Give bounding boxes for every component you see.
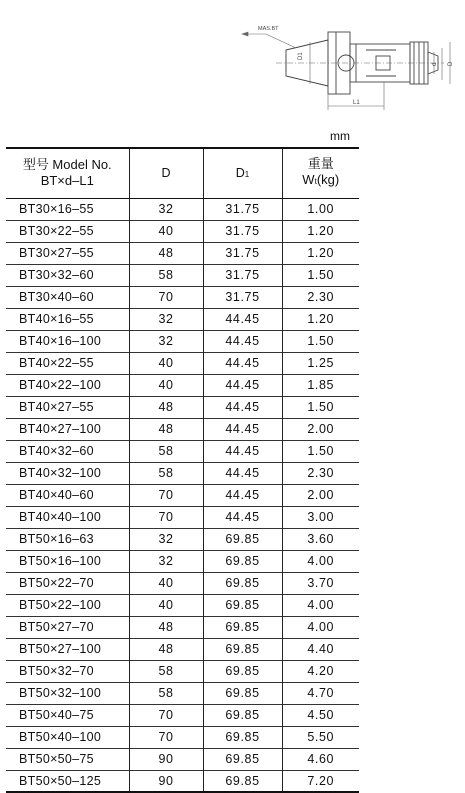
model-cell: BT50×16–100 bbox=[19, 553, 102, 568]
model-cell: BT50×22–100 bbox=[19, 597, 102, 612]
d-cell: 32 bbox=[129, 308, 203, 330]
table-row bbox=[6, 242, 359, 264]
weight-cell: 1.50 bbox=[282, 440, 359, 462]
d1-cell: 69.85 bbox=[203, 550, 282, 572]
d-cell: 32 bbox=[129, 198, 203, 220]
table-row bbox=[6, 462, 359, 484]
d1-cell: 69.85 bbox=[203, 528, 282, 550]
d1-cell: 31.75 bbox=[203, 220, 282, 242]
weight-cell: 2.00 bbox=[282, 484, 359, 506]
model-cell: BT40×16–55 bbox=[19, 311, 94, 326]
d-cell: 70 bbox=[129, 484, 203, 506]
model-cell: BT40×22–100 bbox=[19, 377, 102, 392]
model-cell: BT30×16–55 bbox=[19, 201, 94, 216]
table-row bbox=[6, 308, 359, 330]
table-row bbox=[6, 748, 359, 770]
model-cell: BT50×40–100 bbox=[19, 729, 102, 744]
model-cell: BT40×27–100 bbox=[19, 421, 102, 436]
d1-cell: 44.45 bbox=[203, 374, 282, 396]
d1-cell: 69.85 bbox=[203, 572, 282, 594]
d1-cell: 44.45 bbox=[203, 352, 282, 374]
header-model bbox=[6, 148, 129, 198]
header-D1-sub: 1 bbox=[244, 170, 250, 179]
header-weight-line1: 重量 bbox=[307, 156, 334, 172]
header-weight bbox=[282, 148, 359, 198]
d-cell: 58 bbox=[129, 660, 203, 682]
d1-cell: 69.85 bbox=[203, 660, 282, 682]
header-D1-main: D bbox=[235, 166, 245, 180]
model-cell: BT50×22–70 bbox=[19, 575, 94, 590]
model-cell: BT40×32–100 bbox=[19, 465, 102, 480]
table-row bbox=[6, 726, 359, 748]
model-cell: BT40×40–100 bbox=[19, 509, 102, 524]
table-row bbox=[6, 770, 359, 792]
table-row bbox=[6, 616, 359, 638]
table-row bbox=[6, 704, 359, 726]
d1-cell: 69.85 bbox=[203, 770, 282, 792]
unit-label: mm bbox=[330, 129, 350, 143]
d-cell: 58 bbox=[129, 264, 203, 286]
table-row bbox=[6, 528, 359, 550]
d1-cell: 44.45 bbox=[203, 330, 282, 352]
table-row bbox=[6, 374, 359, 396]
table-row bbox=[6, 594, 359, 616]
d-cell: 40 bbox=[129, 594, 203, 616]
d-cell: 32 bbox=[129, 528, 203, 550]
d-cell: 32 bbox=[129, 550, 203, 572]
header-weight-unit: (kg) bbox=[316, 172, 340, 188]
model-cell: BT30×32–60 bbox=[19, 267, 94, 282]
weight-cell: 4.40 bbox=[282, 638, 359, 660]
weight-cell: 1.20 bbox=[282, 308, 359, 330]
d-cell: 58 bbox=[129, 440, 203, 462]
header-weight-main: W bbox=[302, 172, 315, 188]
model-cell: BT40×32–60 bbox=[19, 443, 94, 458]
d-cell: 40 bbox=[129, 352, 203, 374]
d-cell: 70 bbox=[129, 506, 203, 528]
d1-cell: 69.85 bbox=[203, 638, 282, 660]
d1-cell: 69.85 bbox=[203, 704, 282, 726]
weight-cell: 4.70 bbox=[282, 682, 359, 704]
table-row bbox=[6, 352, 359, 374]
model-cell: BT30×27–55 bbox=[19, 245, 94, 260]
d1-cell: 44.45 bbox=[203, 396, 282, 418]
table-row bbox=[6, 638, 359, 660]
model-cell: BT30×22–55 bbox=[19, 223, 94, 238]
d1-cell: 31.75 bbox=[203, 264, 282, 286]
model-cell: BT30×40–60 bbox=[19, 289, 94, 304]
tool-holder-drawing bbox=[236, 14, 458, 120]
table-row bbox=[6, 572, 359, 594]
d-cell: 48 bbox=[129, 396, 203, 418]
d-cell: 70 bbox=[129, 704, 203, 726]
weight-cell: 1.50 bbox=[282, 396, 359, 418]
model-cell: BT50×32–100 bbox=[19, 685, 102, 700]
d-cell: 32 bbox=[129, 330, 203, 352]
header-weight-sub: t bbox=[314, 177, 317, 187]
d1-dimension-label: D1 bbox=[298, 52, 304, 60]
table-row bbox=[6, 550, 359, 572]
model-cell: BT50×16–63 bbox=[19, 531, 94, 546]
d1-cell: 44.45 bbox=[203, 506, 282, 528]
table-row bbox=[6, 286, 359, 308]
d1-cell: 31.75 bbox=[203, 198, 282, 220]
model-cell: BT40×22–55 bbox=[19, 355, 94, 370]
weight-cell: 4.60 bbox=[282, 748, 359, 770]
weight-cell: 1.50 bbox=[282, 264, 359, 286]
d1-cell: 69.85 bbox=[203, 748, 282, 770]
d1-cell: 69.85 bbox=[203, 682, 282, 704]
model-cell: BT40×16–100 bbox=[19, 333, 102, 348]
d-cell: 90 bbox=[129, 748, 203, 770]
weight-cell: 3.60 bbox=[282, 528, 359, 550]
weight-cell: 7.20 bbox=[282, 770, 359, 792]
d-cell: 48 bbox=[129, 418, 203, 440]
d1-cell: 44.45 bbox=[203, 440, 282, 462]
header-row bbox=[6, 148, 359, 198]
table-row bbox=[6, 418, 359, 440]
taper-angle-label: MAS.BT bbox=[258, 26, 279, 32]
d1-cell: 44.45 bbox=[203, 308, 282, 330]
table-row bbox=[6, 484, 359, 506]
spec-table bbox=[6, 147, 359, 793]
weight-cell: 1.20 bbox=[282, 220, 359, 242]
table-row bbox=[6, 264, 359, 286]
model-cell: BT50×32–70 bbox=[19, 663, 94, 678]
d-cell: 48 bbox=[129, 242, 203, 264]
weight-cell: 1.00 bbox=[282, 198, 359, 220]
d-cell: 70 bbox=[129, 726, 203, 748]
weight-cell: 2.30 bbox=[282, 286, 359, 308]
model-cell: BT50×50–125 bbox=[19, 773, 102, 788]
table-row bbox=[6, 660, 359, 682]
header-D1 bbox=[203, 148, 282, 198]
weight-cell: 2.30 bbox=[282, 462, 359, 484]
d1-cell: 31.75 bbox=[203, 242, 282, 264]
header-model-line1: 型号 Model No. bbox=[22, 157, 112, 173]
d1-cell: 44.45 bbox=[203, 462, 282, 484]
weight-cell: 3.70 bbox=[282, 572, 359, 594]
table-row bbox=[6, 682, 359, 704]
d-cell: 40 bbox=[129, 220, 203, 242]
weight-cell: 5.50 bbox=[282, 726, 359, 748]
d1-cell: 69.85 bbox=[203, 616, 282, 638]
weight-cell: 1.85 bbox=[282, 374, 359, 396]
d-cell: 70 bbox=[129, 286, 203, 308]
d-cell: 58 bbox=[129, 462, 203, 484]
weight-cell: 3.00 bbox=[282, 506, 359, 528]
weight-cell: 1.25 bbox=[282, 352, 359, 374]
header-model-line2: BT×d–L1 bbox=[40, 173, 94, 189]
d-cell: 40 bbox=[129, 374, 203, 396]
table-row bbox=[6, 198, 359, 220]
d-cell: 48 bbox=[129, 616, 203, 638]
table-row bbox=[6, 440, 359, 462]
model-cell: BT50×40–75 bbox=[19, 707, 94, 722]
d-cell: 48 bbox=[129, 638, 203, 660]
weight-cell: 4.00 bbox=[282, 594, 359, 616]
weight-cell: 4.20 bbox=[282, 660, 359, 682]
d1-cell: 44.45 bbox=[203, 418, 282, 440]
weight-cell: 4.50 bbox=[282, 704, 359, 726]
d-cell: 40 bbox=[129, 572, 203, 594]
model-cell: BT40×40–60 bbox=[19, 487, 94, 502]
d1-cell: 69.85 bbox=[203, 594, 282, 616]
model-cell: BT50×27–70 bbox=[19, 619, 94, 634]
d1-cell: 69.85 bbox=[203, 726, 282, 748]
weight-cell: 4.00 bbox=[282, 616, 359, 638]
weight-cell: 1.50 bbox=[282, 330, 359, 352]
weight-cell: 4.00 bbox=[282, 550, 359, 572]
table-row bbox=[6, 330, 359, 352]
model-cell: BT50×27–100 bbox=[19, 641, 102, 656]
d1-cell: 31.75 bbox=[203, 286, 282, 308]
table-row bbox=[6, 396, 359, 418]
weight-cell: 1.20 bbox=[282, 242, 359, 264]
table-row bbox=[6, 506, 359, 528]
d-cell: 90 bbox=[129, 770, 203, 792]
table-row bbox=[6, 220, 359, 242]
model-cell: BT50×50–75 bbox=[19, 751, 94, 766]
d-dimension-label: d bbox=[432, 62, 438, 66]
d1-cell: 44.45 bbox=[203, 484, 282, 506]
D-dimension-label: D bbox=[448, 61, 454, 66]
l1-dimension-label: L1 bbox=[353, 100, 360, 106]
model-cell: BT40×27–55 bbox=[19, 399, 94, 414]
header-D: D bbox=[129, 148, 203, 198]
header-weight-line2 bbox=[283, 172, 360, 190]
weight-cell: 2.00 bbox=[282, 418, 359, 440]
d-cell: 58 bbox=[129, 682, 203, 704]
